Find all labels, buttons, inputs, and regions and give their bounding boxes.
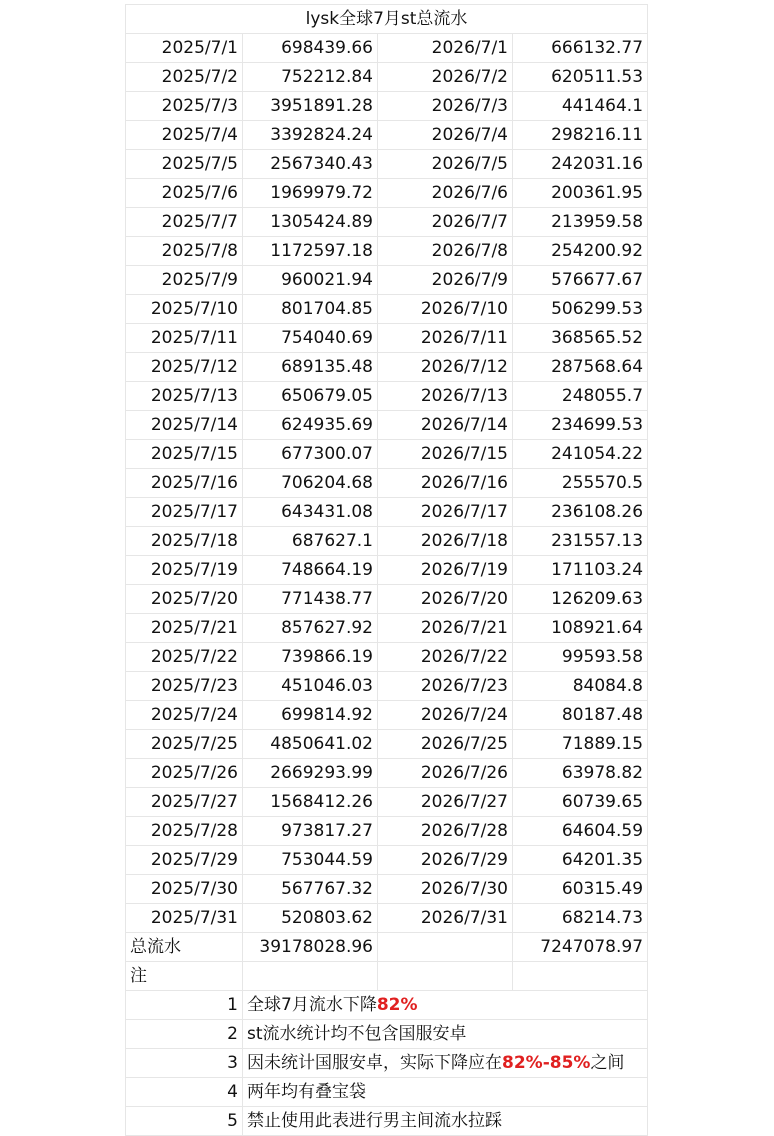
note-number: 4 [126,1078,243,1107]
revenue-2025-cell: 1969979.72 [243,179,378,208]
revenue-2025-cell: 699814.92 [243,701,378,730]
revenue-2025-cell: 3951891.28 [243,92,378,121]
total-2025-cell: 39178028.96 [243,933,378,962]
table-row [126,904,648,933]
table-row [126,150,648,179]
note-row [126,1049,648,1078]
revenue-2025-cell: 2669293.99 [243,759,378,788]
date-2026-cell: 2026/7/2 [378,63,513,92]
date-2026-cell: 2026/7/1 [378,34,513,63]
revenue-2026-cell: 298216.11 [513,121,648,150]
revenue-2026-cell: 368565.52 [513,324,648,353]
date-2026-cell: 2026/7/8 [378,237,513,266]
date-2026-cell: 2026/7/22 [378,643,513,672]
date-2026-cell: 2026/7/31 [378,904,513,933]
date-2025-cell: 2025/7/11 [126,324,243,353]
revenue-2026-cell: 99593.58 [513,643,648,672]
empty-cell [513,962,648,991]
date-2026-cell: 2026/7/12 [378,353,513,382]
date-2026-cell: 2026/7/17 [378,498,513,527]
note-number: 1 [126,991,243,1020]
revenue-2025-cell: 689135.48 [243,353,378,382]
date-2025-cell: 2025/7/18 [126,527,243,556]
date-2025-cell: 2025/7/13 [126,382,243,411]
revenue-2025-cell: 624935.69 [243,411,378,440]
revenue-2025-cell: 1305424.89 [243,208,378,237]
note-text [243,1020,648,1049]
date-2026-cell: 2026/7/27 [378,788,513,817]
revenue-2026-cell: 108921.64 [513,614,648,643]
date-2025-cell: 2025/7/14 [126,411,243,440]
date-2025-cell: 2025/7/12 [126,353,243,382]
revenue-2025-cell: 4850641.02 [243,730,378,759]
revenue-2026-cell: 620511.53 [513,63,648,92]
revenue-table [125,4,648,1136]
title-row [126,5,648,34]
date-2026-cell: 2026/7/21 [378,614,513,643]
date-2025-cell: 2025/7/29 [126,846,243,875]
note-text-part: 因未统计国服安卓，实际下降应在 [247,1053,502,1073]
table-row [126,295,648,324]
note-text-part: st流水统计均不包含国服安卓 [247,1024,467,1044]
table-row [126,382,648,411]
table-row [126,672,648,701]
revenue-2026-cell: 287568.64 [513,353,648,382]
date-2025-cell: 2025/7/22 [126,643,243,672]
table-row [126,788,648,817]
spreadsheet [125,4,647,1136]
date-2026-cell: 2026/7/4 [378,121,513,150]
total-label: 总流水 [126,933,243,962]
revenue-2026-cell: 255570.5 [513,469,648,498]
date-2025-cell: 2025/7/15 [126,440,243,469]
table-row [126,527,648,556]
revenue-2026-cell: 242031.16 [513,150,648,179]
table-row [126,585,648,614]
revenue-2026-cell: 64201.35 [513,846,648,875]
revenue-2026-cell: 254200.92 [513,237,648,266]
revenue-2025-cell: 1568412.26 [243,788,378,817]
revenue-2026-cell: 576677.67 [513,266,648,295]
table-row [126,846,648,875]
table-row [126,614,648,643]
table-row [126,556,648,585]
note-number: 2 [126,1020,243,1049]
note-number: 5 [126,1107,243,1136]
revenue-2026-cell: 60739.65 [513,788,648,817]
date-2025-cell: 2025/7/6 [126,179,243,208]
revenue-2025-cell: 520803.62 [243,904,378,933]
revenue-2025-cell: 706204.68 [243,469,378,498]
revenue-2026-cell: 231557.13 [513,527,648,556]
table-row [126,875,648,904]
empty-cell [378,962,513,991]
note-row [126,1107,648,1136]
revenue-2026-cell: 213959.58 [513,208,648,237]
date-2025-cell: 2025/7/27 [126,788,243,817]
highlighted-text: 82%-85% [502,1053,591,1073]
revenue-2026-cell: 441464.1 [513,92,648,121]
revenue-2025-cell: 2567340.43 [243,150,378,179]
revenue-2026-cell: 234699.53 [513,411,648,440]
revenue-2026-cell: 64604.59 [513,817,648,846]
date-2026-cell: 2026/7/6 [378,179,513,208]
table-row [126,121,648,150]
date-2026-cell: 2026/7/26 [378,759,513,788]
revenue-2025-cell: 1172597.18 [243,237,378,266]
date-2026-cell: 2026/7/25 [378,730,513,759]
date-2026-cell: 2026/7/3 [378,92,513,121]
revenue-2025-cell: 698439.66 [243,34,378,63]
date-2025-cell: 2025/7/7 [126,208,243,237]
table-row [126,469,648,498]
note-text-part: 两年均有叠宝袋 [247,1082,366,1102]
revenue-2025-cell: 754040.69 [243,324,378,353]
revenue-2025-cell: 753044.59 [243,846,378,875]
date-2026-cell: 2026/7/13 [378,382,513,411]
table-row [126,643,648,672]
revenue-2026-cell: 241054.22 [513,440,648,469]
date-2026-cell: 2026/7/18 [378,527,513,556]
date-2026-cell: 2026/7/19 [378,556,513,585]
table-row [126,498,648,527]
revenue-2025-cell: 748664.19 [243,556,378,585]
note-text [243,1078,648,1107]
revenue-2025-cell: 752212.84 [243,63,378,92]
date-2026-cell: 2026/7/9 [378,266,513,295]
date-2025-cell: 2025/7/9 [126,266,243,295]
revenue-2025-cell: 857627.92 [243,614,378,643]
note-text-part: 全球7月流水下降 [247,995,377,1015]
table-row [126,440,648,469]
revenue-2025-cell: 771438.77 [243,585,378,614]
revenue-2026-cell: 84084.8 [513,672,648,701]
table-row [126,63,648,92]
revenue-2025-cell: 687627.1 [243,527,378,556]
date-2026-cell: 2026/7/30 [378,875,513,904]
date-2026-cell: 2026/7/23 [378,672,513,701]
date-2026-cell: 2026/7/11 [378,324,513,353]
empty-cell [243,962,378,991]
table-row [126,730,648,759]
date-2025-cell: 2025/7/20 [126,585,243,614]
revenue-2026-cell: 236108.26 [513,498,648,527]
highlighted-text: 82% [376,995,418,1015]
table-row [126,701,648,730]
revenue-2025-cell: 677300.07 [243,440,378,469]
date-2026-cell: 2026/7/28 [378,817,513,846]
date-2025-cell: 2025/7/31 [126,904,243,933]
date-2026-cell: 2026/7/14 [378,411,513,440]
revenue-2025-cell: 451046.03 [243,672,378,701]
note-row [126,1078,648,1107]
date-2025-cell: 2025/7/8 [126,237,243,266]
table-row [126,324,648,353]
total-2026-cell: 7247078.97 [513,933,648,962]
date-2026-cell: 2026/7/24 [378,701,513,730]
table-row [126,92,648,121]
table-row [126,237,648,266]
sheet-title: lysk全球7月st总流水 [126,5,648,34]
date-2025-cell: 2025/7/28 [126,817,243,846]
revenue-2026-cell: 126209.63 [513,585,648,614]
revenue-2026-cell: 248055.7 [513,382,648,411]
table-row [126,208,648,237]
date-2025-cell: 2025/7/24 [126,701,243,730]
revenue-2026-cell: 68214.73 [513,904,648,933]
note-text [243,1049,648,1078]
date-2025-cell: 2025/7/3 [126,92,243,121]
note-text [243,1107,648,1136]
revenue-2026-cell: 63978.82 [513,759,648,788]
revenue-2025-cell: 567767.32 [243,875,378,904]
table-row [126,179,648,208]
table-row [126,34,648,63]
notes-label: 注 [126,962,243,991]
table-row [126,411,648,440]
note-number: 3 [126,1049,243,1078]
date-2025-cell: 2025/7/17 [126,498,243,527]
revenue-2025-cell: 960021.94 [243,266,378,295]
note-text-part: 禁止使用此表进行男主间流水拉踩 [247,1111,502,1131]
date-2026-cell: 2026/7/29 [378,846,513,875]
revenue-2025-cell: 3392824.24 [243,121,378,150]
date-2026-cell: 2026/7/15 [378,440,513,469]
revenue-2026-cell: 666132.77 [513,34,648,63]
empty-cell [378,933,513,962]
note-text-part: 之间 [590,1053,625,1073]
table-row [126,353,648,382]
table-row [126,759,648,788]
date-2025-cell: 2025/7/19 [126,556,243,585]
date-2026-cell: 2026/7/20 [378,585,513,614]
date-2026-cell: 2026/7/10 [378,295,513,324]
revenue-2025-cell: 643431.08 [243,498,378,527]
revenue-2025-cell: 739866.19 [243,643,378,672]
note-row [126,991,648,1020]
date-2025-cell: 2025/7/21 [126,614,243,643]
date-2026-cell: 2026/7/16 [378,469,513,498]
revenue-2026-cell: 200361.95 [513,179,648,208]
date-2025-cell: 2025/7/2 [126,63,243,92]
revenue-2026-cell: 171103.24 [513,556,648,585]
date-2026-cell: 2026/7/7 [378,208,513,237]
date-2025-cell: 2025/7/1 [126,34,243,63]
date-2025-cell: 2025/7/10 [126,295,243,324]
note-row [126,1020,648,1049]
date-2025-cell: 2025/7/5 [126,150,243,179]
revenue-2026-cell: 80187.48 [513,701,648,730]
total-row [126,933,648,962]
table-row [126,817,648,846]
date-2025-cell: 2025/7/4 [126,121,243,150]
note-text [243,991,648,1020]
date-2025-cell: 2025/7/25 [126,730,243,759]
revenue-2025-cell: 801704.85 [243,295,378,324]
revenue-2025-cell: 973817.27 [243,817,378,846]
date-2026-cell: 2026/7/5 [378,150,513,179]
revenue-2026-cell: 60315.49 [513,875,648,904]
table-row [126,266,648,295]
date-2025-cell: 2025/7/30 [126,875,243,904]
revenue-2025-cell: 650679.05 [243,382,378,411]
date-2025-cell: 2025/7/16 [126,469,243,498]
revenue-2026-cell: 506299.53 [513,295,648,324]
notes-header-row [126,962,648,991]
date-2025-cell: 2025/7/26 [126,759,243,788]
revenue-2026-cell: 71889.15 [513,730,648,759]
date-2025-cell: 2025/7/23 [126,672,243,701]
